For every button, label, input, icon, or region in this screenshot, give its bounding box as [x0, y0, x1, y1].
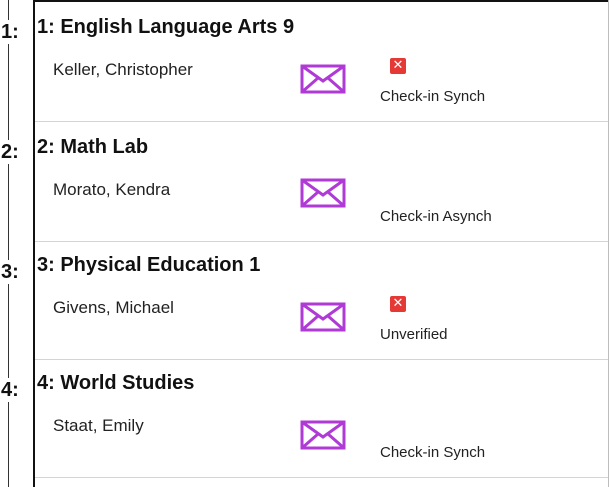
teacher-name: Keller, Christopher: [53, 60, 193, 79]
envelope-icon[interactable]: [300, 302, 346, 332]
class-row[interactable]: [35, 2, 608, 122]
period-index-column: [0, 0, 33, 487]
next-row-peek: [35, 472, 608, 487]
class-list: [33, 0, 609, 487]
class-row[interactable]: [35, 240, 608, 360]
course-title: 2: Math Lab: [37, 136, 149, 158]
teacher-name: Morato, Kendra: [53, 180, 171, 199]
envelope-icon[interactable]: [300, 420, 346, 450]
course-title: 4: World Studies: [37, 372, 195, 394]
red-x-icon: ✕: [390, 58, 406, 74]
teacher-name: Givens, Michael: [53, 298, 174, 317]
period-index-label: 3:: [1, 260, 35, 284]
course-title: 3: Physical Education 1: [37, 254, 261, 276]
attendance-status: Check-in Synch: [380, 444, 486, 461]
teacher-name: Staat, Emily: [53, 416, 144, 435]
attendance-status: Check-in Synch: [380, 88, 486, 105]
envelope-icon[interactable]: [300, 64, 346, 94]
period-index-label: 2:: [1, 140, 35, 164]
class-row[interactable]: [35, 358, 608, 478]
class-row[interactable]: [35, 122, 608, 242]
period-index-label: 1:: [1, 20, 35, 44]
index-column-rule: [8, 0, 9, 487]
period-index-label: 4:: [1, 378, 35, 402]
attendance-status: Unverified: [380, 326, 448, 343]
red-x-icon: ✕: [390, 296, 406, 312]
attendance-status: Check-in Asynch: [380, 208, 492, 225]
envelope-icon[interactable]: [300, 178, 346, 208]
course-title: 1: English Language Arts 9: [37, 16, 295, 38]
